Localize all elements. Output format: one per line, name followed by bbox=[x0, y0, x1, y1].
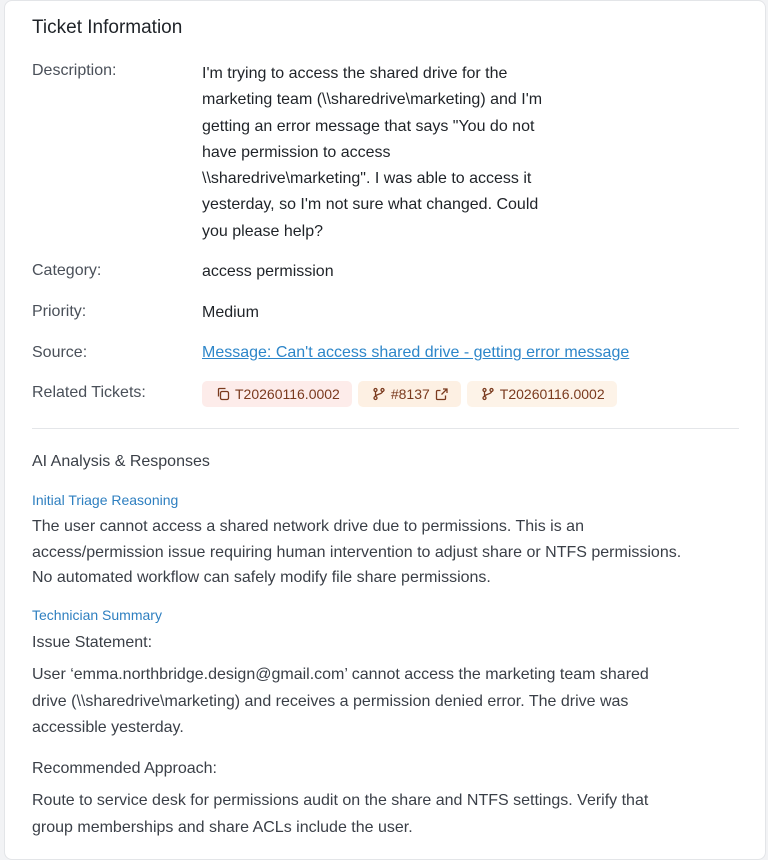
issue-statement-label: Issue Statement: bbox=[32, 634, 153, 651]
issue-line: accessible yesterday. bbox=[32, 719, 184, 736]
issue-line: drive (\\sharedrive\marketing) and receives a permission denied error. The drive was bbox=[32, 692, 629, 710]
source-link[interactable]: Message: Can't access shared drive - getting error message bbox=[202, 344, 630, 361]
description-line: have permission to access bbox=[202, 143, 391, 161]
summary-heading: Technician Summary bbox=[32, 607, 162, 623]
triage-heading: Initial Triage Reasoning bbox=[32, 492, 179, 508]
category-value: access permission bbox=[202, 263, 334, 280]
description-line: marketing team (\\sharedrive\marketing) and I'm bbox=[202, 91, 543, 109]
branch-icon bbox=[481, 387, 495, 401]
ticket-information-card bbox=[4, 0, 766, 860]
external-link-icon bbox=[435, 387, 449, 401]
triage-line: No automated workflow can safely modify file share permissions. bbox=[32, 569, 491, 586]
approach-line: group memberships and share ACLs include the user. bbox=[32, 818, 413, 836]
issue-line: User ‘emma.northbridge.design@gmail.com’ cannot access the marketing team shared bbox=[32, 666, 649, 683]
description-label: Description: bbox=[32, 62, 117, 79]
priority-value: Medium bbox=[202, 304, 259, 321]
section-divider bbox=[32, 428, 739, 429]
related-ticket-pill[interactable] bbox=[467, 381, 617, 407]
related-tickets-label: Related Tickets: bbox=[32, 384, 146, 401]
copy-icon bbox=[216, 387, 230, 401]
recommended-approach bbox=[32, 788, 744, 841]
source-label: Source: bbox=[32, 344, 88, 361]
description-value bbox=[202, 61, 582, 245]
description-line: getting an error message that says "You do not bbox=[202, 117, 535, 135]
description-line: \\sharedrive\marketing". I was able to access it bbox=[202, 170, 532, 188]
related-ticket-pill[interactable] bbox=[358, 381, 461, 407]
related-ticket-label: T20260116.0002 bbox=[499, 386, 605, 402]
description-line: you please help? bbox=[202, 222, 323, 240]
branch-icon bbox=[372, 387, 386, 401]
approach-line: Route to service desk for permissions audit on the share and NTFS settings. Verify that bbox=[32, 792, 649, 809]
analysis-section-title: AI Analysis & Responses bbox=[32, 453, 210, 470]
recommended-approach-label: Recommended Approach: bbox=[32, 760, 217, 777]
description-line: yesterday, so I'm not sure what changed. Could bbox=[202, 196, 539, 214]
description-line: I'm trying to access the shared drive for the bbox=[202, 65, 508, 82]
related-tickets-list bbox=[202, 381, 617, 407]
related-ticket-pill[interactable] bbox=[202, 381, 352, 407]
priority-label: Priority: bbox=[32, 303, 87, 320]
related-ticket-label: T20260116.0002 bbox=[235, 386, 340, 402]
category-label: Category: bbox=[32, 262, 102, 279]
triage-line: access/permission issue requiring human intervention to adjust share or NTFS permissions. bbox=[32, 543, 682, 561]
triage-line: The user cannot access a shared network drive due to permissions. This is an bbox=[32, 518, 584, 535]
triage-reasoning bbox=[32, 514, 744, 591]
related-ticket-label: #8137 bbox=[390, 386, 430, 402]
card-title: Ticket Information bbox=[32, 17, 183, 38]
issue-statement bbox=[32, 662, 744, 742]
